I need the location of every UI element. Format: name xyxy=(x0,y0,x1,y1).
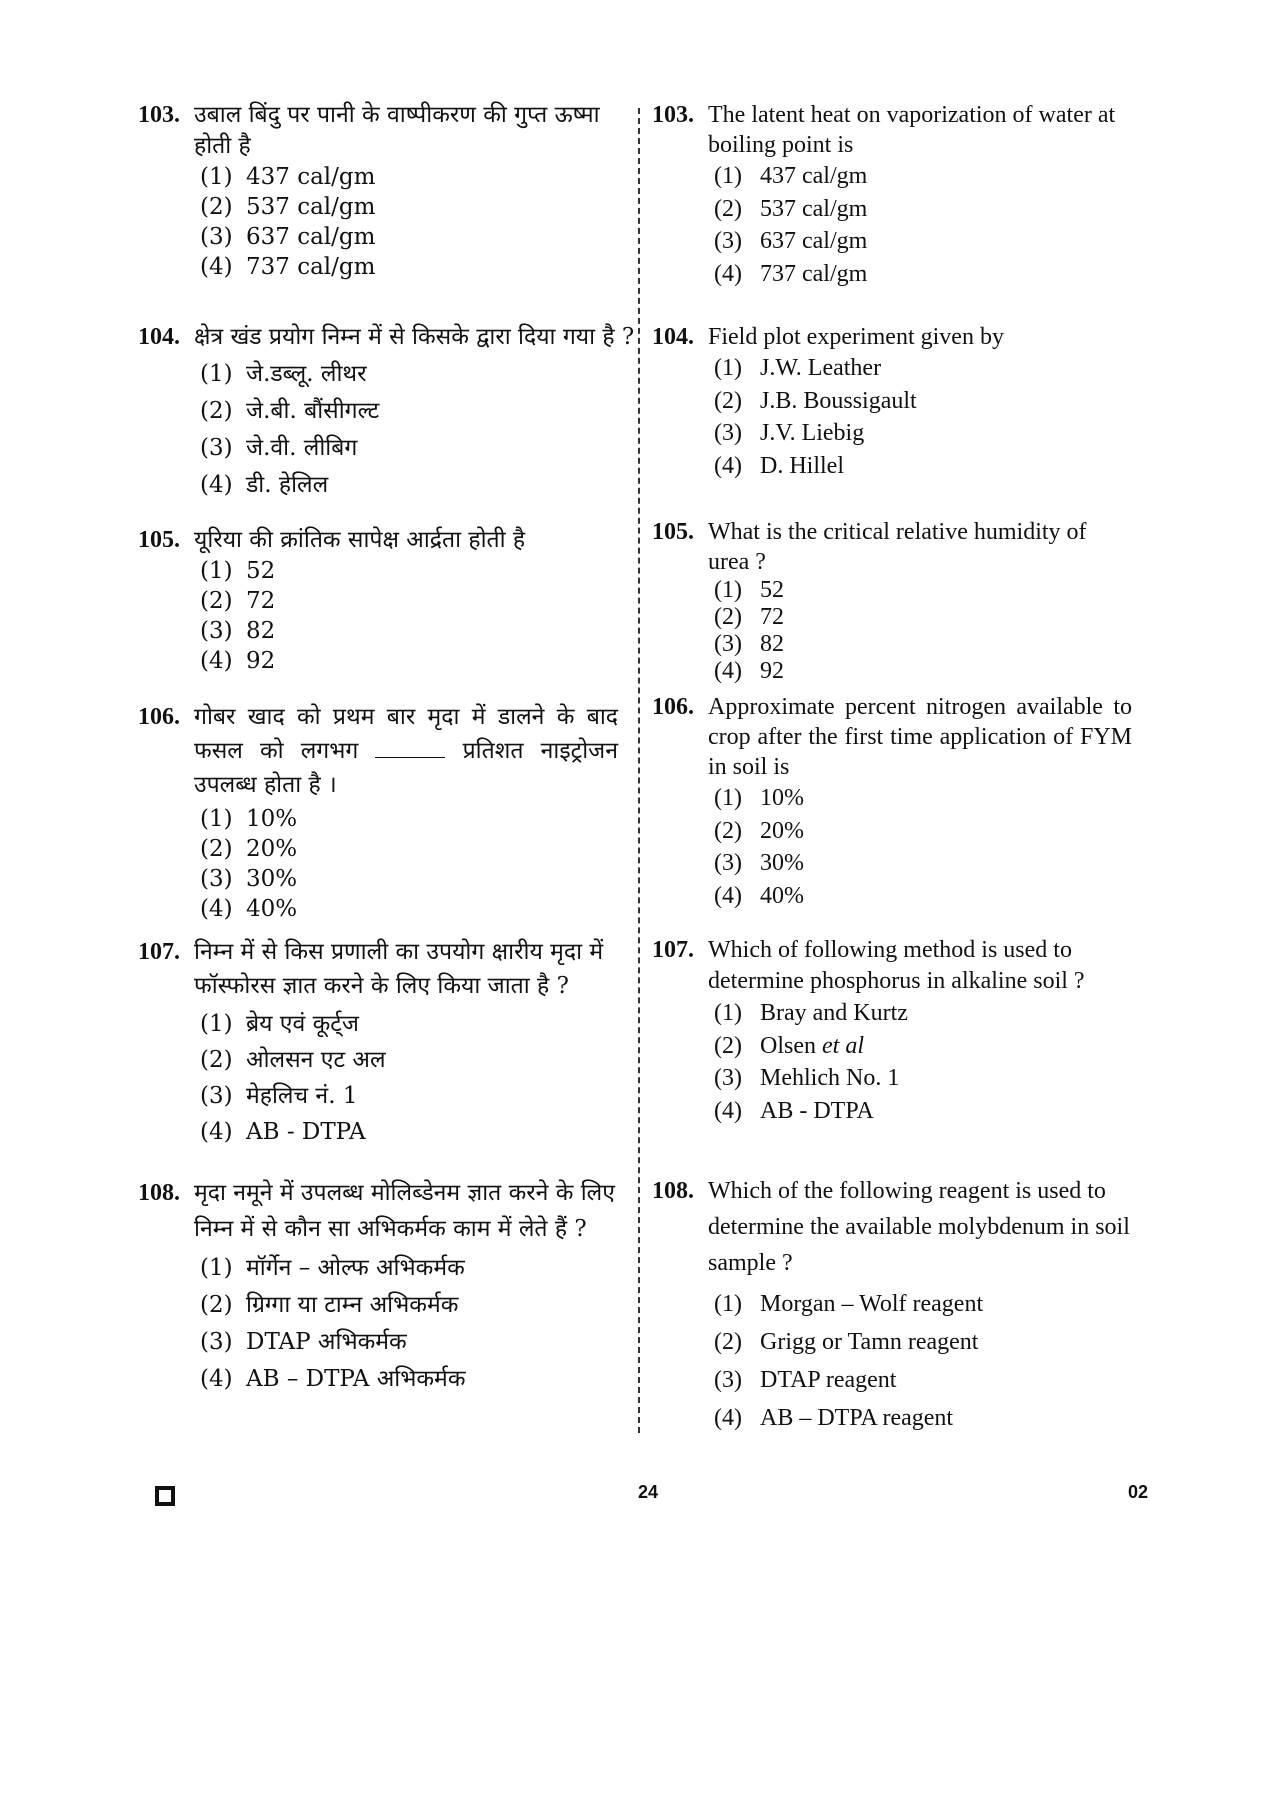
question-text: मृदा नमूने में उपलब्ध मोलिब्डेनम ज्ञात करने के लिए निम्न में से कौन सा अभिकर्मक काम में लेते हैं ? xyxy=(194,1180,615,1242)
question-number: 104. xyxy=(138,324,180,350)
options xyxy=(138,556,618,676)
option: (4) 737 cal/gm xyxy=(714,260,868,287)
option: (3) 637 cal/gm xyxy=(200,224,376,250)
option: (4) AB - DTPA xyxy=(714,1097,874,1124)
question-107-english xyxy=(652,935,1132,1127)
question-text: Which of following method is used to determine phosphorus in alkaline soil ? xyxy=(708,937,1085,994)
question-text: Field plot experiment given by xyxy=(708,324,1004,350)
option: (1) J.W. Leather xyxy=(714,355,882,381)
option: (4) 40% xyxy=(714,882,804,909)
question-105-hindi xyxy=(138,525,618,676)
registration-mark-icon xyxy=(155,1486,175,1506)
option: (1) जे.डब्लू. लीथर xyxy=(200,361,367,387)
question-number: 103. xyxy=(138,102,180,128)
question-104-hindi xyxy=(138,322,635,504)
option: (1) 10% xyxy=(714,785,804,811)
question-text: उबाल बिंदु पर पानी के वाष्पीकरण की गुप्त ऊष्मा होती है xyxy=(194,102,600,159)
question-108-hindi xyxy=(138,1175,618,1398)
question-106-english xyxy=(652,692,1132,912)
option: (2) 20% xyxy=(714,817,804,844)
question-number: 106. xyxy=(652,694,694,720)
question-text: Which of the following reagent is used to determine the available molybdenum in soil sample ? xyxy=(708,1178,1130,1276)
option: (2) ग्रिग्गा या टाम्न अभिकर्मक xyxy=(200,1292,459,1318)
option: (4) 92 xyxy=(200,648,276,674)
option: (4) AB – DTPA अभिकर्मक xyxy=(200,1366,466,1392)
option: (3) 30% xyxy=(200,866,298,892)
options xyxy=(652,352,1132,482)
question-number: 108. xyxy=(652,1178,694,1204)
option: (3) 82 xyxy=(714,631,784,657)
option: (4) AB – DTPA reagent xyxy=(714,1405,954,1431)
option: (3) 30% xyxy=(714,850,804,876)
options xyxy=(652,577,1132,685)
question-text: यूरिया की क्रांतिक सापेक्ष आर्द्रता होती है xyxy=(194,527,526,553)
question-106-hindi xyxy=(138,700,618,924)
option: (3) Mehlich No. 1 xyxy=(714,1065,900,1091)
booklet-code: 02 xyxy=(1128,1482,1149,1502)
option: (2) 72 xyxy=(200,588,276,614)
options xyxy=(652,160,1132,290)
option: (2) Olsen et al xyxy=(714,1032,864,1059)
option: (3) J.V. Liebig xyxy=(714,420,865,446)
option: (1) ब्रेय एवं कूर्ट्ज xyxy=(200,1011,359,1037)
options xyxy=(138,1006,618,1150)
question-number: 103. xyxy=(652,102,694,128)
option: (3) 82 xyxy=(200,618,276,644)
option: (3) मेहलिच नं. 1 xyxy=(200,1083,358,1109)
option: (2) J.B. Boussigault xyxy=(714,387,917,414)
options xyxy=(138,1250,618,1398)
question-number: 107. xyxy=(138,939,180,965)
question-number: 108. xyxy=(138,1180,180,1206)
options xyxy=(652,782,1132,912)
options xyxy=(652,997,1132,1127)
question-103-english xyxy=(652,100,1132,290)
question-number: 105. xyxy=(652,519,694,545)
question-text: What is the critical relative humidity of urea ? xyxy=(708,519,1087,575)
question-text: Approximate percent nitrogen available to crop after the first time application of FYM in soil is xyxy=(708,694,1132,780)
option: (2) 20% xyxy=(200,836,298,862)
option: (1) 10% xyxy=(200,806,298,832)
option: (1) 52 xyxy=(714,577,784,603)
question-number: 105. xyxy=(138,527,180,553)
question-105-english xyxy=(652,517,1132,685)
options xyxy=(652,1285,1132,1437)
option: (4) 737 cal/gm xyxy=(200,254,376,280)
question-text-continued: प्रतिशत नाइट्रोजन उपलब्ध होता है । xyxy=(194,738,618,798)
option: (1) Bray and Kurtz xyxy=(714,1000,908,1026)
question-103-hindi xyxy=(138,100,618,282)
question-number: 106. xyxy=(138,704,180,730)
option: (3) DTAP अभिकर्मक xyxy=(200,1329,407,1355)
option: (4) डी. हेलिल xyxy=(200,472,329,498)
page-number: 24 xyxy=(638,1482,659,1502)
option: (1) मॉर्गेन – ओल्फ अभिकर्मक xyxy=(200,1255,465,1281)
question-number: 104. xyxy=(652,324,694,350)
option: (1) 52 xyxy=(200,558,276,584)
option: (4) D. Hillel xyxy=(714,452,844,479)
option: (2) 537 cal/gm xyxy=(200,194,376,220)
option: (3) 637 cal/gm xyxy=(714,228,868,254)
option: (4) 92 xyxy=(714,658,784,684)
option: (2) ओलसन एट अल xyxy=(200,1047,386,1073)
question-text: गोबर खाद को प्रथम बार मृदा में डालने के बाद फसल को लगभग xyxy=(194,704,618,764)
option: (2) जे.बी. बौंसीगल्ट xyxy=(200,398,380,424)
question-107-hindi xyxy=(138,935,618,1150)
question-104-english xyxy=(652,322,1132,482)
option: (4) AB - DTPA xyxy=(200,1119,366,1145)
question-108-english xyxy=(652,1173,1132,1437)
option: (2) Grigg or Tamn reagent xyxy=(714,1329,979,1355)
option: (2) 72 xyxy=(714,604,784,630)
question-text: क्षेत्र खंड प्रयोग निम्न में से किसके द्वारा दिया गया है ? xyxy=(194,324,635,350)
question-text: The latent heat on vaporization of water at boiling point is xyxy=(708,102,1116,158)
option: (2) 537 cal/gm xyxy=(714,195,868,222)
options xyxy=(138,356,618,504)
option: (3) DTAP reagent xyxy=(714,1367,897,1393)
option: (1) 437 cal/gm xyxy=(714,163,868,189)
option: (1) 437 cal/gm xyxy=(200,164,376,190)
option: (1) Morgan – Wolf reagent xyxy=(714,1291,984,1317)
option: (3) जे.वी. लीबिग xyxy=(200,435,358,461)
question-text: निम्न में से किस प्रणाली का उपयोग क्षारीय मृदा में फॉस्फोरस ज्ञात करने के लिए किया जाता है ? xyxy=(194,939,604,999)
option: (4) 40% xyxy=(200,896,298,922)
fill-in-blank xyxy=(375,739,445,758)
options xyxy=(138,162,618,282)
options xyxy=(138,804,618,924)
column-divider xyxy=(638,108,640,1433)
question-number: 107. xyxy=(652,937,694,963)
